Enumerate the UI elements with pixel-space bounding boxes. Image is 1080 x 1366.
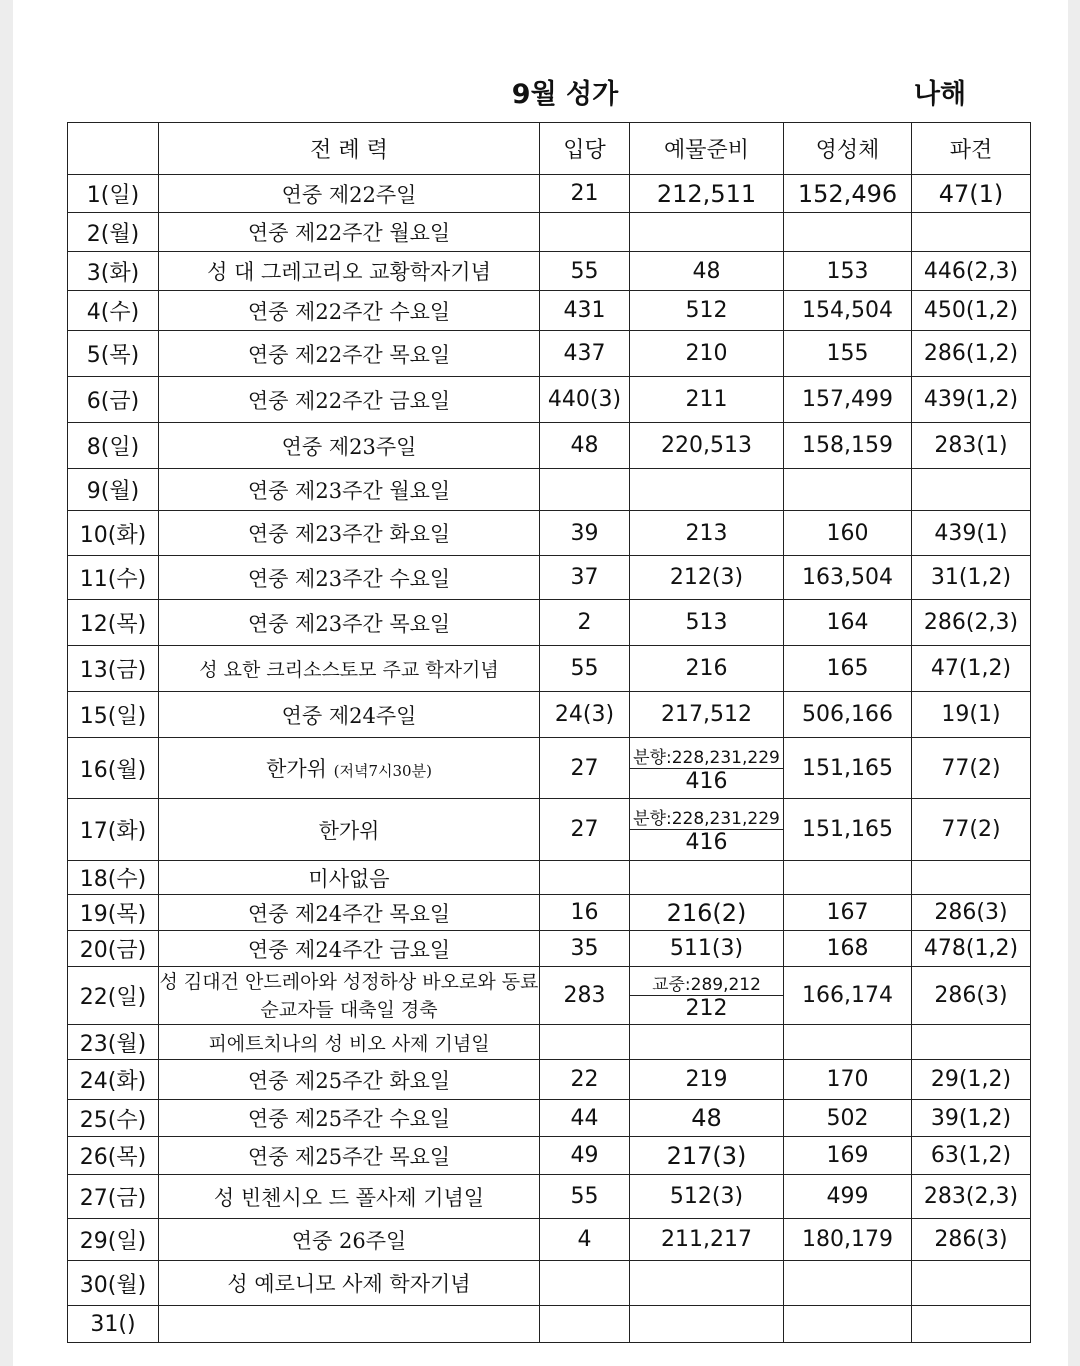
date-cell: 11(수) (68, 556, 159, 600)
entrance-cell: 431 (540, 291, 630, 331)
communion-cell: 153 (784, 252, 912, 291)
table-row (68, 1175, 1031, 1219)
header-liturgy: 전 례 력 (159, 123, 540, 175)
table-row (68, 931, 1031, 967)
dismissal-cell: 446(2,3) (912, 252, 1031, 291)
entrance-cell (540, 213, 630, 252)
dismissal-cell: 286(3) (912, 1219, 1031, 1261)
table-row (68, 1261, 1031, 1306)
table-row (68, 511, 1031, 556)
liturgy-cell: 한가위 (159, 799, 540, 861)
dismissal-cell (912, 861, 1031, 895)
offertory-cell: 212(3) (630, 556, 784, 600)
date-cell: 1(일) (68, 175, 159, 213)
dismissal-cell: 286(1,2) (912, 331, 1031, 377)
liturgical-year-label: 나해 (913, 79, 967, 110)
communion-cell (784, 1261, 912, 1306)
communion-cell: 158,159 (784, 423, 912, 469)
page-title: 9월 성가 (511, 79, 619, 110)
entrance-cell: 283 (540, 967, 630, 1025)
entrance-cell: 4 (540, 1219, 630, 1261)
offertory-cell: 511(3) (630, 931, 784, 967)
entrance-cell: 27 (540, 738, 630, 799)
liturgy-cell: 성 요한 크리소스토모 주교 학자기념 (159, 646, 540, 692)
date-cell: 10(화) (68, 511, 159, 556)
date-cell: 25(수) (68, 1100, 159, 1137)
communion-cell: 157,499 (784, 377, 912, 423)
date-cell: 30(월) (68, 1261, 159, 1306)
dismissal-cell: 47(1,2) (912, 646, 1031, 692)
communion-cell (784, 469, 912, 511)
entrance-cell (540, 1261, 630, 1306)
offertory-hymn: 416 (685, 830, 728, 855)
liturgy-cell: 연중 제23주간 목요일 (159, 600, 540, 646)
offertory-cell: 217,512 (630, 692, 784, 738)
date-cell: 18(수) (68, 861, 159, 895)
offertory-cell: 217(3) (630, 1137, 784, 1175)
communion-cell: 152,496 (784, 175, 912, 213)
liturgy-cell: 연중 제24주간 금요일 (159, 931, 540, 967)
header-communion: 영성체 (784, 123, 912, 175)
table-row (68, 1025, 1031, 1060)
date-cell: 3(화) (68, 252, 159, 291)
dismissal-cell: 286(2,3) (912, 600, 1031, 646)
communion-cell: 166,174 (784, 967, 912, 1025)
liturgy-cell: 연중 제23주간 화요일 (159, 511, 540, 556)
table-row (68, 1306, 1031, 1343)
date-cell: 20(금) (68, 931, 159, 967)
communion-cell: 163,504 (784, 556, 912, 600)
communion-cell: 506,166 (784, 692, 912, 738)
communion-cell: 160 (784, 511, 912, 556)
entrance-cell: 39 (540, 511, 630, 556)
entrance-cell (540, 1306, 630, 1343)
table-row (68, 291, 1031, 331)
entrance-cell: 35 (540, 931, 630, 967)
date-cell: 13(금) (68, 646, 159, 692)
date-cell: 24(화) (68, 1060, 159, 1100)
date-cell: 2(월) (68, 213, 159, 252)
table-row (68, 861, 1031, 895)
table-row (68, 1219, 1031, 1261)
dismissal-cell: 439(1,2) (912, 377, 1031, 423)
dismissal-cell (912, 1025, 1031, 1060)
date-cell: 19(목) (68, 895, 159, 931)
liturgy-cell: 미사없음 (159, 861, 540, 895)
dismissal-cell: 77(2) (912, 799, 1031, 861)
table-row (68, 799, 1031, 861)
communion-cell (784, 1025, 912, 1060)
table-row (68, 423, 1031, 469)
offertory-hymn: 416 (685, 768, 728, 794)
offertory-cell (630, 469, 784, 511)
left-edge (0, 0, 13, 1366)
dismissal-cell (912, 1261, 1031, 1306)
entrance-cell: 24(3) (540, 692, 630, 738)
table-row (68, 967, 1031, 1025)
entrance-cell (540, 861, 630, 895)
communion-cell: 164 (784, 600, 912, 646)
communion-cell (784, 213, 912, 252)
offertory-cell: 210 (630, 331, 784, 377)
dismissal-cell (912, 213, 1031, 252)
dismissal-cell (912, 469, 1031, 511)
offertory-cell: 48 (630, 1100, 784, 1137)
dismissal-cell: 283(1) (912, 423, 1031, 469)
liturgy-cell (159, 1306, 540, 1343)
offertory-cell: 219 (630, 1060, 784, 1100)
dismissal-cell: 29(1,2) (912, 1060, 1031, 1100)
date-cell: 31() (68, 1306, 159, 1343)
offertory-cell (630, 799, 784, 861)
date-cell: 26(목) (68, 1137, 159, 1175)
table-row (68, 646, 1031, 692)
liturgy-cell: 연중 제24주간 목요일 (159, 895, 540, 931)
offertory-cell: 216 (630, 646, 784, 692)
offertory-hymn: 212 (685, 996, 728, 1021)
entrance-cell: 44 (540, 1100, 630, 1137)
communion-cell: 180,179 (784, 1219, 912, 1261)
right-edge (1068, 0, 1080, 1366)
date-cell: 12(목) (68, 600, 159, 646)
offertory-cell: 211 (630, 377, 784, 423)
date-cell: 22(일) (68, 967, 159, 1025)
dismissal-cell (912, 1306, 1031, 1343)
date-cell: 27(금) (68, 1175, 159, 1219)
entrance-cell: 16 (540, 895, 630, 931)
table-row (68, 1060, 1031, 1100)
communion-cell (784, 861, 912, 895)
liturgy-cell: 연중 제25주간 수요일 (159, 1100, 540, 1137)
offertory-cell: 212,511 (630, 175, 784, 213)
offertory-cell: 512 (630, 291, 784, 331)
date-cell: 17(화) (68, 799, 159, 861)
communion-cell: 154,504 (784, 291, 912, 331)
communion-cell: 170 (784, 1060, 912, 1100)
entrance-cell: 22 (540, 1060, 630, 1100)
hymn-schedule-table (67, 122, 1031, 1343)
date-cell: 15(일) (68, 692, 159, 738)
dismissal-cell: 286(3) (912, 895, 1031, 931)
liturgy-cell: 연중 제22주간 수요일 (159, 291, 540, 331)
liturgy-cell: 연중 26주일 (159, 1219, 540, 1261)
communion-cell: 167 (784, 895, 912, 931)
date-cell: 23(월) (68, 1025, 159, 1060)
table-row (68, 692, 1031, 738)
liturgy-cell: 연중 제24주일 (159, 692, 540, 738)
offertory-cell: 512(3) (630, 1175, 784, 1219)
liturgy-cell (159, 738, 540, 799)
communion-cell (784, 1306, 912, 1343)
offertory-cell (630, 861, 784, 895)
date-cell: 9(월) (68, 469, 159, 511)
table-row (68, 252, 1031, 291)
entrance-cell: 55 (540, 252, 630, 291)
header-entrance: 입당 (540, 123, 630, 175)
entrance-cell: 55 (540, 1175, 630, 1219)
header-date (68, 123, 159, 175)
date-cell: 16(월) (68, 738, 159, 799)
communion-cell: 169 (784, 1137, 912, 1175)
entrance-cell: 37 (540, 556, 630, 600)
liturgy-note: (저녁7시30분) (333, 762, 432, 780)
dismissal-cell: 47(1) (912, 175, 1031, 213)
offertory-main-mass: 교중:289,212 (630, 970, 783, 996)
offertory-cell: 211,217 (630, 1219, 784, 1261)
entrance-cell: 2 (540, 600, 630, 646)
table-row (68, 377, 1031, 423)
entrance-cell (540, 1025, 630, 1060)
liturgy-cell: 성 대 그레고리오 교황학자기념 (159, 252, 540, 291)
entrance-cell: 27 (540, 799, 630, 861)
table-row (68, 556, 1031, 600)
communion-cell: 155 (784, 331, 912, 377)
header-row (68, 123, 1031, 175)
table-row (68, 175, 1031, 213)
table-row (68, 1100, 1031, 1137)
offertory-incense: 분향:228,231,229 (630, 804, 783, 830)
entrance-cell: 440(3) (540, 377, 630, 423)
entrance-cell: 49 (540, 1137, 630, 1175)
dismissal-cell: 450(1,2) (912, 291, 1031, 331)
offertory-cell: 513 (630, 600, 784, 646)
offertory-incense: 분향:228,231,229 (630, 743, 783, 769)
liturgy-cell: 연중 제22주간 월요일 (159, 213, 540, 252)
offertory-cell (630, 967, 784, 1025)
offertory-cell: 220,513 (630, 423, 784, 469)
offertory-cell: 213 (630, 511, 784, 556)
offertory-cell (630, 738, 784, 799)
liturgy-cell: 연중 제22주간 목요일 (159, 331, 540, 377)
entrance-cell (540, 469, 630, 511)
liturgy-cell: 성 빈첸시오 드 폴사제 기념일 (159, 1175, 540, 1219)
offertory-cell: 216(2) (630, 895, 784, 931)
liturgy-cell: 연중 제23주간 수요일 (159, 556, 540, 600)
table-row (68, 600, 1031, 646)
table-row (68, 331, 1031, 377)
entrance-cell: 48 (540, 423, 630, 469)
dismissal-cell: 77(2) (912, 738, 1031, 799)
liturgy-cell: 성 김대건 안드레아와 성정하상 바오로와 동료 순교자들 대축일 경축 (159, 967, 540, 1025)
date-cell: 5(목) (68, 331, 159, 377)
date-cell: 4(수) (68, 291, 159, 331)
liturgy-cell: 연중 제25주간 목요일 (159, 1137, 540, 1175)
liturgy-cell: 연중 제22주일 (159, 175, 540, 213)
offertory-cell (630, 213, 784, 252)
entrance-cell: 55 (540, 646, 630, 692)
date-cell: 29(일) (68, 1219, 159, 1261)
table-row (68, 738, 1031, 799)
table-row (68, 895, 1031, 931)
liturgy-text: 한가위 (266, 757, 327, 781)
table-row (68, 1137, 1031, 1175)
communion-cell: 151,165 (784, 799, 912, 861)
liturgy-cell: 연중 제23주일 (159, 423, 540, 469)
liturgy-cell: 성 예로니모 사제 학자기념 (159, 1261, 540, 1306)
dismissal-cell: 31(1,2) (912, 556, 1031, 600)
dismissal-cell: 283(2,3) (912, 1175, 1031, 1219)
offertory-cell: 48 (630, 252, 784, 291)
header-dismissal: 파견 (912, 123, 1031, 175)
communion-cell: 502 (784, 1100, 912, 1137)
entrance-cell: 21 (540, 175, 630, 213)
date-cell: 6(금) (68, 377, 159, 423)
table-row (68, 469, 1031, 511)
communion-cell: 168 (784, 931, 912, 967)
date-cell: 8(일) (68, 423, 159, 469)
communion-cell: 151,165 (784, 738, 912, 799)
header-offertory: 예물준비 (630, 123, 784, 175)
liturgy-cell: 피에트치나의 성 비오 사제 기념일 (159, 1025, 540, 1060)
offertory-cell (630, 1025, 784, 1060)
dismissal-cell: 39(1,2) (912, 1100, 1031, 1137)
dismissal-cell: 286(3) (912, 967, 1031, 1025)
liturgy-cell: 연중 제25주간 화요일 (159, 1060, 540, 1100)
dismissal-cell: 63(1,2) (912, 1137, 1031, 1175)
dismissal-cell: 19(1) (912, 692, 1031, 738)
offertory-cell (630, 1306, 784, 1343)
liturgy-cell: 연중 제22주간 금요일 (159, 377, 540, 423)
entrance-cell: 437 (540, 331, 630, 377)
dismissal-cell: 439(1) (912, 511, 1031, 556)
table-row (68, 213, 1031, 252)
liturgy-cell: 연중 제23주간 월요일 (159, 469, 540, 511)
communion-cell: 165 (784, 646, 912, 692)
communion-cell: 499 (784, 1175, 912, 1219)
offertory-cell (630, 1261, 784, 1306)
dismissal-cell: 478(1,2) (912, 931, 1031, 967)
